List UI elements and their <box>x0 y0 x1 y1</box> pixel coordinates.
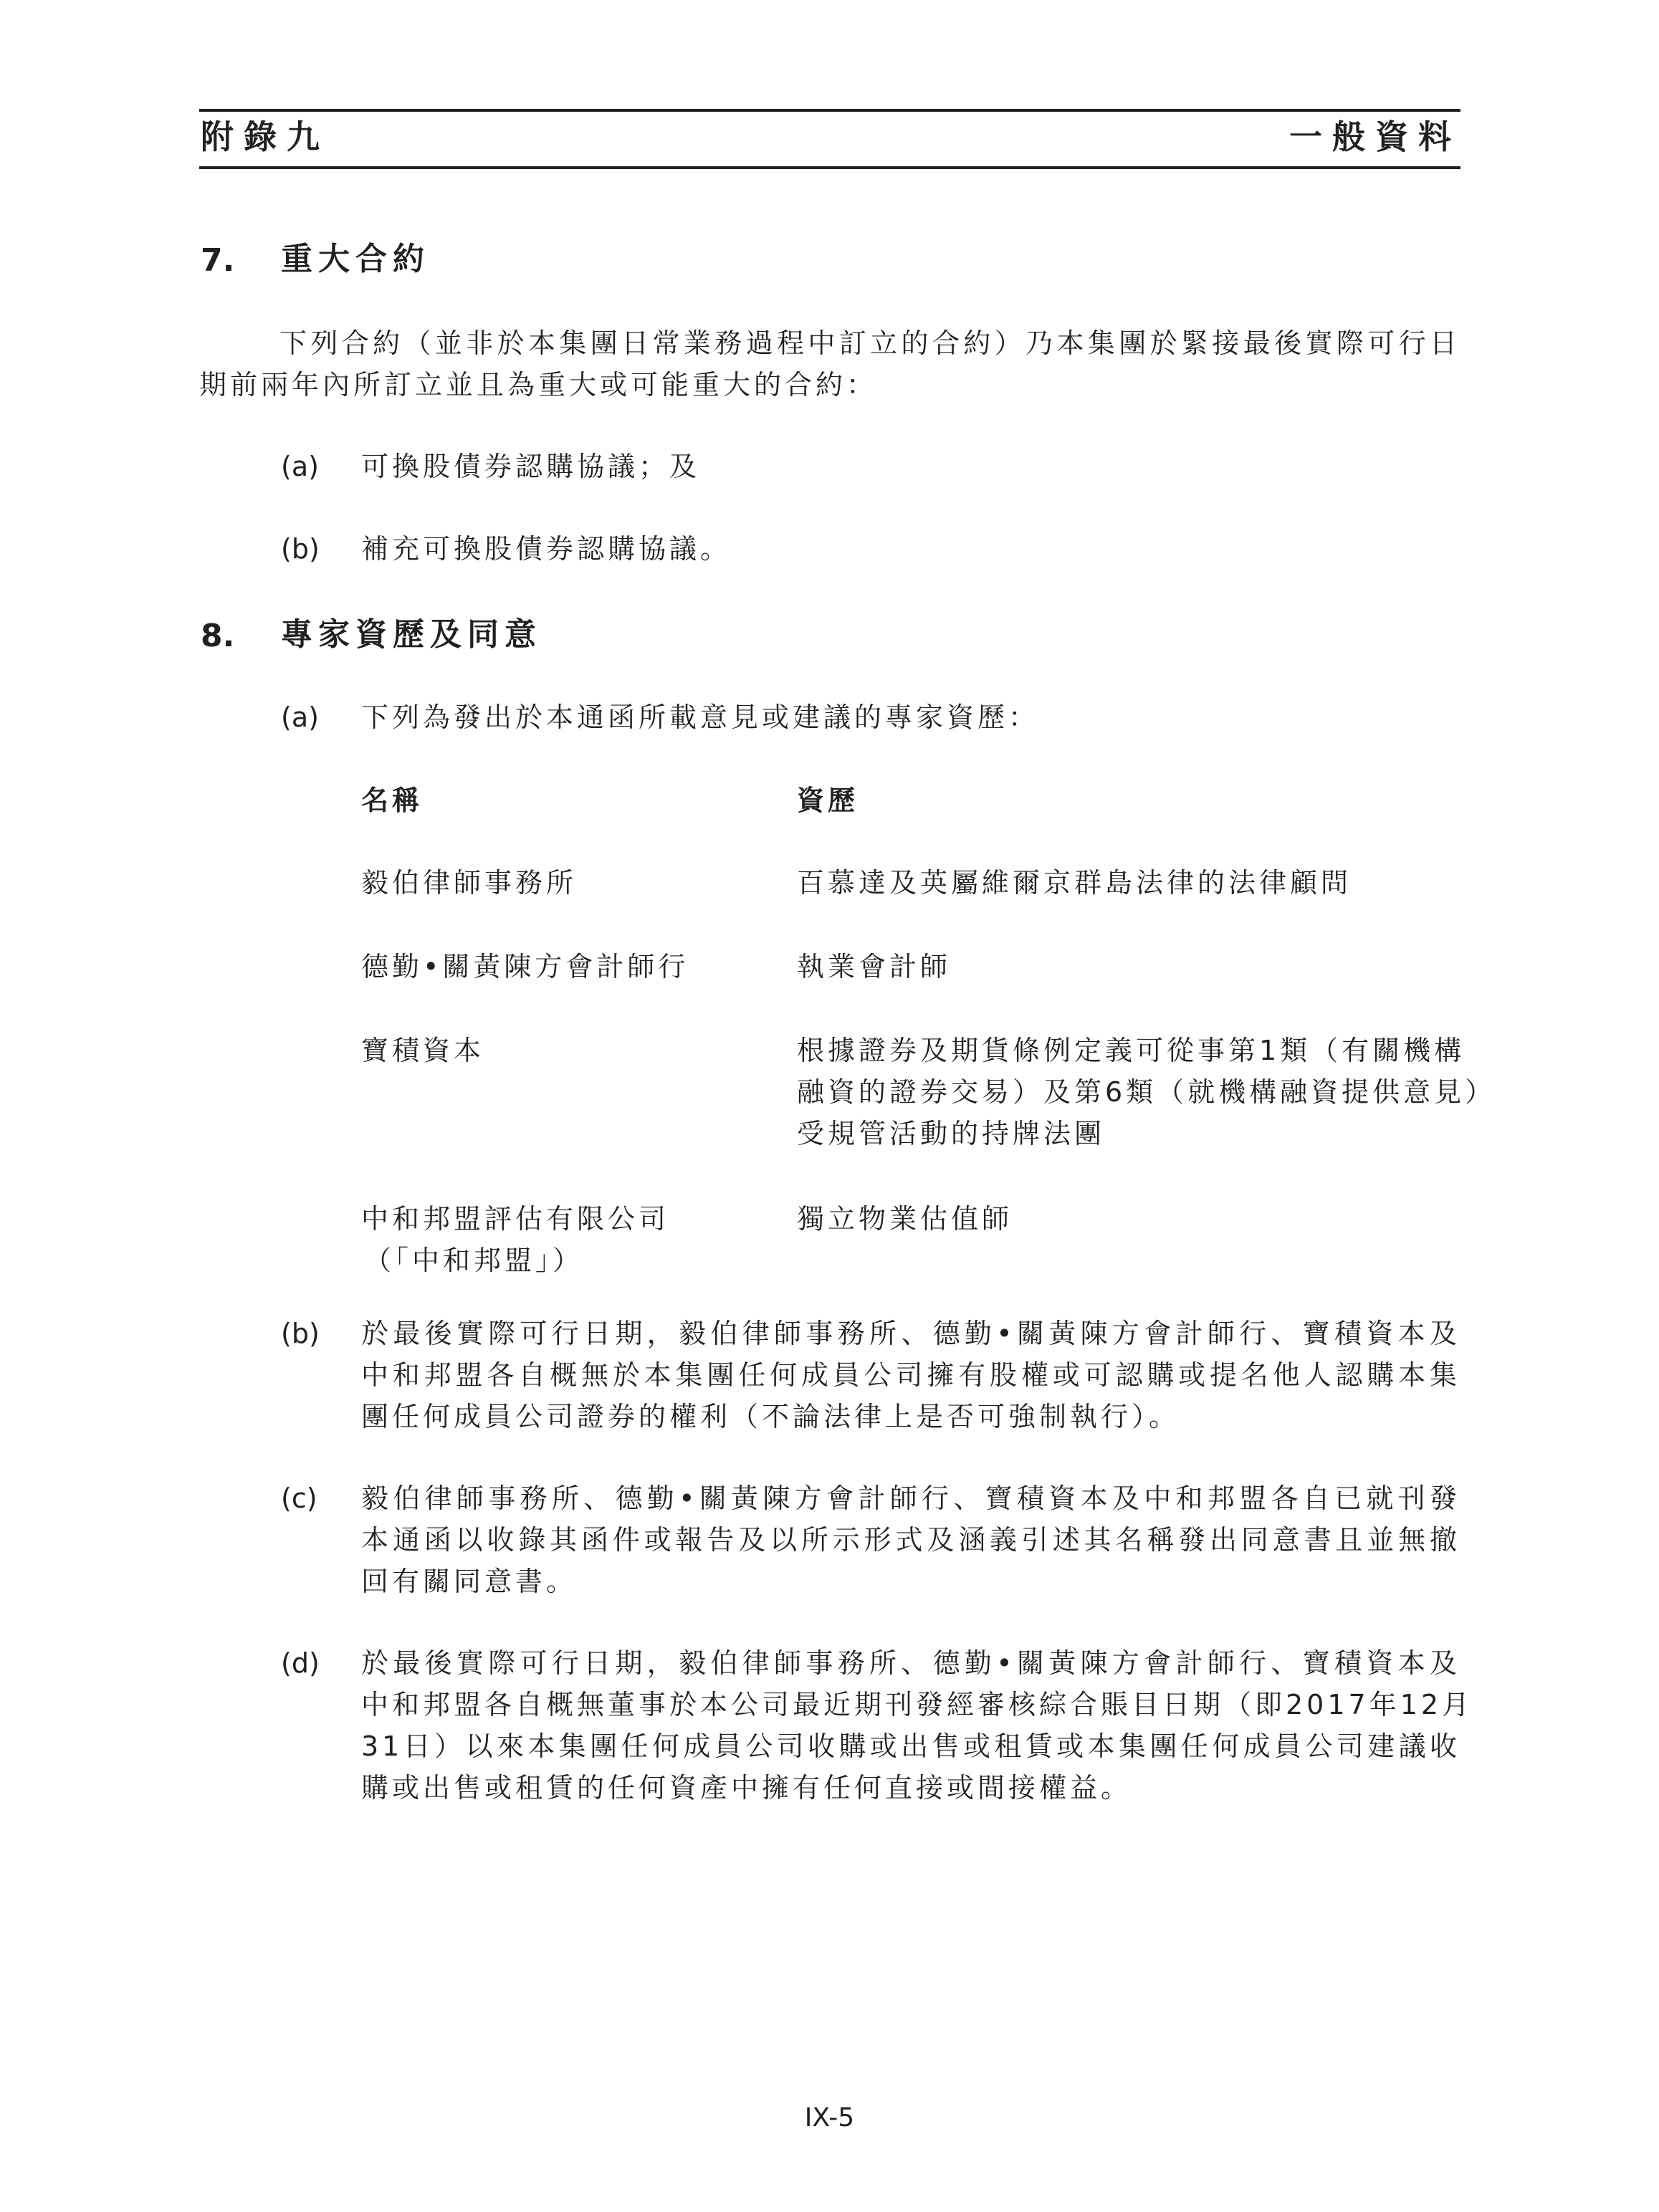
item-d-line-2: 中和邦盟各自概無董事於本公司最近期刊發經審核綜合賬目日期（即2017年12月 <box>361 1689 1473 1720</box>
item-c-line-1: 毅伯律師事務所、德勤•關黃陳方會計師行、寶積資本及中和邦盟各自已就刊發 <box>361 1483 1460 1514</box>
section-8-item-d-text <box>361 1642 1473 1809</box>
table-row-3-qualification <box>797 1030 1496 1154</box>
item-d-line-3: 31日）以來本集團任何成員公司收購或出售或租賃或本集團任何成員公司建議收 <box>361 1730 1460 1762</box>
section-7-item-b-text: 補充可換股債券認購協議。 <box>361 533 732 565</box>
table-row-2-qualification: 執業會計師 <box>797 951 952 982</box>
section-7-intro-line-2: 期前兩年內所訂立並且為重大或可能重大的合約： <box>199 369 878 401</box>
table-row-3-qualification-line-2: 融資的證券交易）及第6類（就機構融資提供意見） <box>797 1076 1496 1108</box>
table-header-qualification: 資歷 <box>797 785 859 816</box>
table-row-3-qualification-line-3: 受規管活動的持牌法團 <box>797 1118 1106 1149</box>
section-8-item-b-label: (b) <box>281 1318 320 1349</box>
table-row-1-name: 毅伯律師事務所 <box>361 867 578 899</box>
table-row-2-name: 德勤•關黃陳方會計師行 <box>361 951 689 982</box>
table-row-3-qualification-line-1: 根據證券及期貨條例定義可從事第1類（有關機構 <box>797 1035 1466 1066</box>
item-b-line-1: 於最後實際可行日期，毅伯律師事務所、德勤•關黃陳方會計師行、寶積資本及 <box>361 1318 1460 1349</box>
table-row-4-name-line-2: （「中和邦盟」） <box>364 1245 584 1276</box>
section-8-number: 8. <box>201 618 235 654</box>
section-7-intro <box>199 322 1460 406</box>
table-row-4-name-line-1: 中和邦盟評估有限公司 <box>361 1203 670 1235</box>
table-row-3-name: 寶積資本 <box>361 1035 485 1066</box>
item-c-line-2: 本通函以收錄其函件或報告及以所示形式及涵義引述其名稱發出同意書且並無撤 <box>361 1524 1460 1556</box>
section-8-item-d-label: (d) <box>281 1647 320 1679</box>
table-row-4-name <box>361 1198 669 1281</box>
section-8-item-b-text <box>361 1313 1460 1437</box>
table-row-1-qualification: 百慕達及英屬維爾京群島法律的法律顧問 <box>797 867 1352 899</box>
section-8-item-c-text <box>361 1478 1460 1602</box>
section-8-title: 專家資歷及同意 <box>281 616 542 653</box>
item-c-line-3: 回有關同意書。 <box>361 1566 578 1597</box>
section-7-title: 重大合約 <box>281 241 430 277</box>
section-8-item-a-text: 下列為發出於本通函所載意見或建議的專家資歷： <box>361 702 1040 733</box>
page-number: IX-5 <box>804 2103 855 2132</box>
header-bottom-rule <box>199 166 1460 169</box>
section-8-item-c-label: (c) <box>281 1483 317 1514</box>
table-header-name: 名稱 <box>361 785 424 816</box>
item-b-line-2: 中和邦盟各自概無於本集團任何成員公司擁有股權或可認購或提名他人認購本集 <box>361 1359 1460 1391</box>
item-d-line-1: 於最後實際可行日期，毅伯律師事務所、德勤•關黃陳方會計師行、寶積資本及 <box>361 1647 1460 1679</box>
header-section-label: 一般資料 <box>1289 118 1461 156</box>
section-7-item-a-text: 可換股債券認購協議；及 <box>361 451 701 482</box>
section-7-number: 7. <box>201 242 235 279</box>
section-7-item-b-label: (b) <box>281 533 320 565</box>
item-b-line-3: 團任何成員公司證券的權利（不論法律上是否可強制執行）。 <box>361 1401 1180 1432</box>
header-appendix-label: 附錄九 <box>201 118 330 156</box>
section-7-item-a-label: (a) <box>281 451 319 482</box>
section-8-item-a-label: (a) <box>281 702 319 733</box>
item-d-line-4: 購或出售或租賃的任何資產中擁有任何直接或間接權益。 <box>361 1772 1132 1804</box>
header-top-rule <box>199 109 1460 112</box>
section-7-intro-line-1: 下列合約（並非於本集團日常業務過程中訂立的合約）乃本集團於緊接最後實際可行日 <box>279 327 1460 359</box>
table-row-4-qualification: 獨立物業估值師 <box>797 1203 1013 1235</box>
